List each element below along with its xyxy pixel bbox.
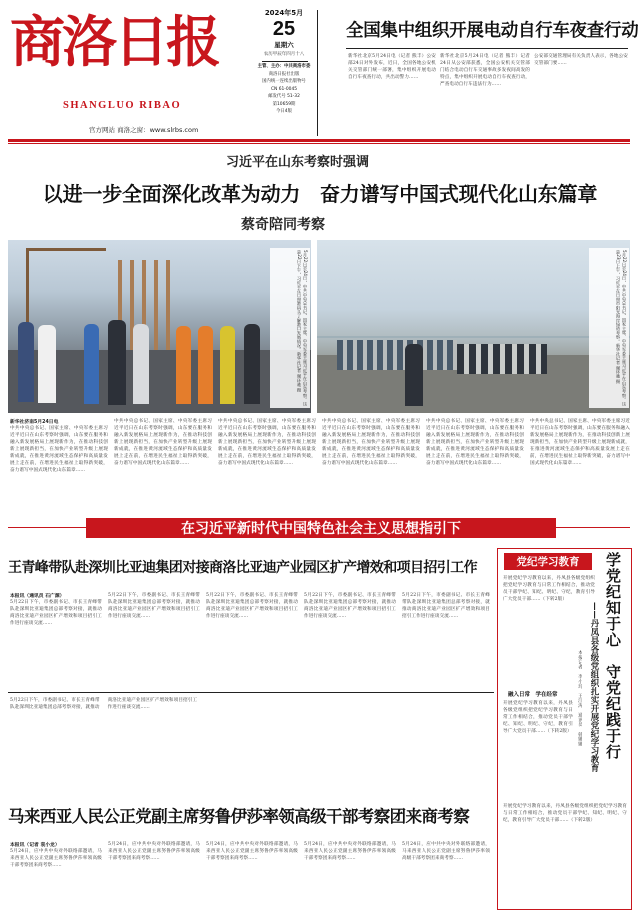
lead-body-col-1: 中共中央总书记、国家主席、中央军委主席习近平近日在山东考察时强调，山东要在服务和融入新发展格局上展现新作为，在推动科技创新上展现新担当，在加快产业转型升级上展现新成就，在推进黄河流域生态保护和高质量发展上走在前，在增进民生福祉上取得新突破，奋力谱写中国式现代化山东篇章…… [10,426,108,473]
person-figure [108,320,126,405]
website-label: 官方网站 商洛之窗：www.slrbs.com [89,126,199,134]
top-news-col-3: 公安部交通管理局有关负责人表示，各地公安交管部门要…… [534,54,628,66]
story-byd-col-5: 5月22日下午，市委副书记、市长王青峰带队赴深圳比亚迪集团总部考察对接，就推动商洛比亚迪产业园区扩产增效和项目招引工作进行座谈交流…… [402,593,490,619]
story-malaysia-col-2: 5月24日，应中共中央对外联络部邀请，马来西亚人民公正党副主席努鲁伊莎率领高级干部考察团来商考察…… [108,842,200,861]
story-byd-byline: 本报讯（通讯员 石广源） [10,594,65,599]
divider [8,692,494,693]
column-box-body-mid: 开展党纪学习教育以来，丹凤县各级党组织把党纪学习教育与日常工作相结合，推动党员干部学纪、知纪、明纪、守纪，教育引导广大党员干部……（下转2版） [503,701,573,734]
top-news-col-1: 新华社北京5月24日电（记者 熊丰）公安部24日对外发布，近日，全国各地公安机关交管部门统一部署，集中组织开展电动自行车夜查行动，共出动警力…… [348,54,436,80]
date-year-month: 2024年5月 [264,9,304,17]
divider [346,48,628,49]
issue-number: 第10659期 [272,101,296,107]
person-figure [133,324,149,404]
story-byd-col-4: 5月22日下午，市委副书记、市长王青峰带队赴深圳比亚迪集团总部考察对接，就推动商洛比亚迪产业园区扩产增效和项目招引工作进行座谈交流…… [304,593,396,619]
weekday: 星期六 [274,41,294,49]
person-figure [38,325,56,403]
story-malaysia-byline: 本报讯（记者 袁小龙） [10,843,60,848]
lead-body-col-5: 中共中央总书记、国家主席、中央军委主席习近平近日在山东考察时强调，山东要在服务和融入新发展格局上展现新作为，在推动科技创新上展现新担当，在加快产业转型升级上展现新成就，在推进黄河流域生态保护和高质量发展上走在前，在增进民生福祉上取得新突破，奋力谱写中国式现代化山东篇章…… [426,419,524,466]
lead-body-col-2: 中共中央总书记、国家主席、中央军委主席习近平近日在山东考察时强调，山东要在服务和融入新发展格局上展现新作为，在推动科技创新上展现新担当，在加快产业转型升级上展现新成就，在推进黄河流域生态保护和高质量发展上走在前，在增进民生福祉上取得新突破，奋力谱写中国式现代化山东篇章…… [114,419,212,466]
story-byd-col-1: 5月22日下午，市委副书记、市长王青峰带队赴深圳比亚迪集团总部考察对接，就推动商洛比亚迪产业园区扩产增效和项目招引工作进行座谈交流…… [10,600,102,626]
person-figure [18,322,34,402]
cn-label: 国内统一连续出版物号 [262,79,306,84]
divider [317,10,318,136]
banner-rule-right [556,527,630,528]
person-figure [176,326,191,404]
lunar-date: 农历甲辰年四月十八 [263,52,305,57]
sponsor: 主管、主办：中共商洛市委 [257,64,311,69]
story-malaysia-headline: 马来西亚人民公正党副主席努鲁伊莎率领高级干部考察团来商考察 [8,807,470,826]
page-count: 今日4版 [276,109,292,114]
column-box-title: 学党纪知于心 守党纪践于行 [604,552,622,760]
section-banner [86,518,556,538]
section-banner-text: 在习近平新时代中国特色社会主义思想指引下 [181,521,461,537]
person-figure [405,344,423,406]
lead-subhead: 蔡奇陪同考察 [241,217,325,233]
column-box-label: 党纪学习教育 [516,556,580,568]
masthead-rule-thin [8,143,630,144]
divider [262,61,308,62]
column-box-subtitle: ——丹凤县各级党组织扎实开展党纪学习教育 [589,602,599,772]
date-block [256,8,312,57]
lead-photo-left [8,240,311,413]
story-malaysia-col-1: 5月24日，应中共中央对外联络部邀请，马来西亚人民公正党副主席努鲁伊莎率领高级干部考察团来商考察…… [10,849,102,868]
photo-caption-left: 5月22日至24日，中共中央总书记、国家主席、中央军委主席习近平在山东考察。这是22日下午，习近平在日照港码头了解港口发展情况。新华社记者 谢环驰 摄 [270,248,310,408]
lead-kicker: 习近平在山东考察时强调 [226,155,370,170]
masthead-pinyin: SHANGLUO RIBAO [63,100,182,111]
masthead-title: 商洛日报 [10,9,219,74]
story-malaysia-col-5: 5月24日，应中共中央对外联络部邀请，马来西亚人民公正党副主席努鲁伊莎率领高级干部考察团来商考察…… [402,842,490,861]
date-day: 25 [272,18,296,40]
cn-number: CN 61-0045 [270,86,298,92]
top-news-headline: 全国集中组织开展电动自行车夜查行动 [346,21,638,41]
story-byd-continued: 5月22日下午，市委副书记、市长王青峰带队赴深圳比亚迪集团总部考察对接，就推动商洛比亚迪产业园区扩产增效和项目招引工作进行座谈交流…… [10,698,198,710]
column-box-body-top: 开展党纪学习教育以来，丹凤县各级党组织把党纪学习教育与日常工作相结合，推动党员干部学纪、知纪、明纪、守纪，教育引导广大党员干部……（下转2版） [503,576,595,602]
masthead-rule [8,139,630,142]
person-figure [198,326,213,404]
lead-photo-right [317,240,630,413]
person-figure [244,324,260,404]
story-byd-col-2: 5月22日下午，市委副书记、市长王青峰带队赴深圳比亚迪集团总部考察对接，就推动商洛比亚迪产业园区扩产增效和项目招引工作进行座谈交流…… [108,593,200,619]
publisher: 商洛日报社出版 [268,71,300,77]
lead-body-col-6: 中共中央总书记、国家主席、中央军委主席习近平近日在山东考察时强调，山东要在服务和融入新发展格局上展现新作为，在推动科技创新上展现新担当，在加快产业转型升级上展现新成就，在推进黄河流域生态保护和高质量发展上走在前，在增进民生福祉上取得新突破，奋力谱写中国式现代化山东篇章…… [530,419,630,466]
story-malaysia-col-4: 5月24日，应中共中央对外联络部邀请，马来西亚人民公正党副主席努鲁伊莎率领高级干部考察团来商考察…… [304,842,396,861]
postal-code: 邮发代号 51-32 [268,94,300,99]
photo-caption-right: 5月22日至24日，中共中央总书记、国家主席、中央军委主席习近平在山东考察。这是23日上午，习近平在日照市阳光海岸绿道考察。新华社记者 谢环驰 摄 [589,248,629,408]
lead-dateline: 新华社济南5月24日电 [10,420,59,425]
column-box-label-wrap [504,553,592,570]
banner-rule-left [8,527,86,528]
crowd-shape [337,340,457,370]
top-news-col-2: 新华社北京5月24日电（记者 熊丰）记者24日从公安部获悉，全国公安机关交管部门结合电动自行车交通事故多发夜间高发的特点，集中组织开展电动自行车夜查行动，严查电动自行车违法行为…… [440,54,530,87]
person-figure [84,324,99,404]
lead-body-col-3: 中共中央总书记、国家主席、中央军委主席习近平近日在山东考察时强调，山东要在服务和融入新发展格局上展现新作为，在推动科技创新上展现新担当，在加快产业转型升级上展现新成就，在推进黄河流域生态保护和高质量发展上走在前，在增进民生福祉上取得新突破，奋力谱写中国式现代化山东篇章…… [218,419,316,466]
horizon-line [317,336,630,338]
lead-headline: 以进一步全面深化改革为动力 奋力谱写中国式现代化山东篇章 [42,182,598,206]
lead-body-col-4: 中共中央总书记、国家主席、中央军委主席习近平近日在山东考察时强调，山东要在服务和融入新发展格局上展现新作为，在推动科技创新上展现新担当，在加快产业转型升级上展现新成就，在推进黄河流域生态保护和高质量发展上走在前，在增进民生福祉上取得新突破，奋力谱写中国式现代化山东篇章…… [322,419,420,466]
crowd-shape [457,344,547,374]
column-box-author: 本报记者 李小玲 王江涛 通讯员 韩娜娜 [577,650,582,746]
publication-info [256,63,312,116]
story-byd-headline: 王青峰带队赴深圳比亚迪集团对接商洛比亚迪产业园区扩产增效和项目招引工作 [8,560,477,576]
story-byd-col-3: 5月22日下午，市委副书记、市长王青峰带队赴深圳比亚迪集团总部考察对接，就推动商洛比亚迪产业园区扩产增效和项目招引工作进行座谈交流…… [206,593,298,619]
person-figure [220,326,235,404]
column-box-intro: 融入日常 学在经常 [508,692,558,698]
story-malaysia-col-3: 5月24日，应中共中央对外联络部邀请，马来西亚人民公正党副主席努鲁伊莎率领高级干部考察团来商考察…… [206,842,298,861]
column-box-body-bottom: 开展党纪学习教育以来，丹凤县各级党组织把党纪学习教育与日常工作相结合，推动党员干部学纪、知纪、明纪、守纪，教育引导广大党员干部……（下转2版） [503,804,627,823]
